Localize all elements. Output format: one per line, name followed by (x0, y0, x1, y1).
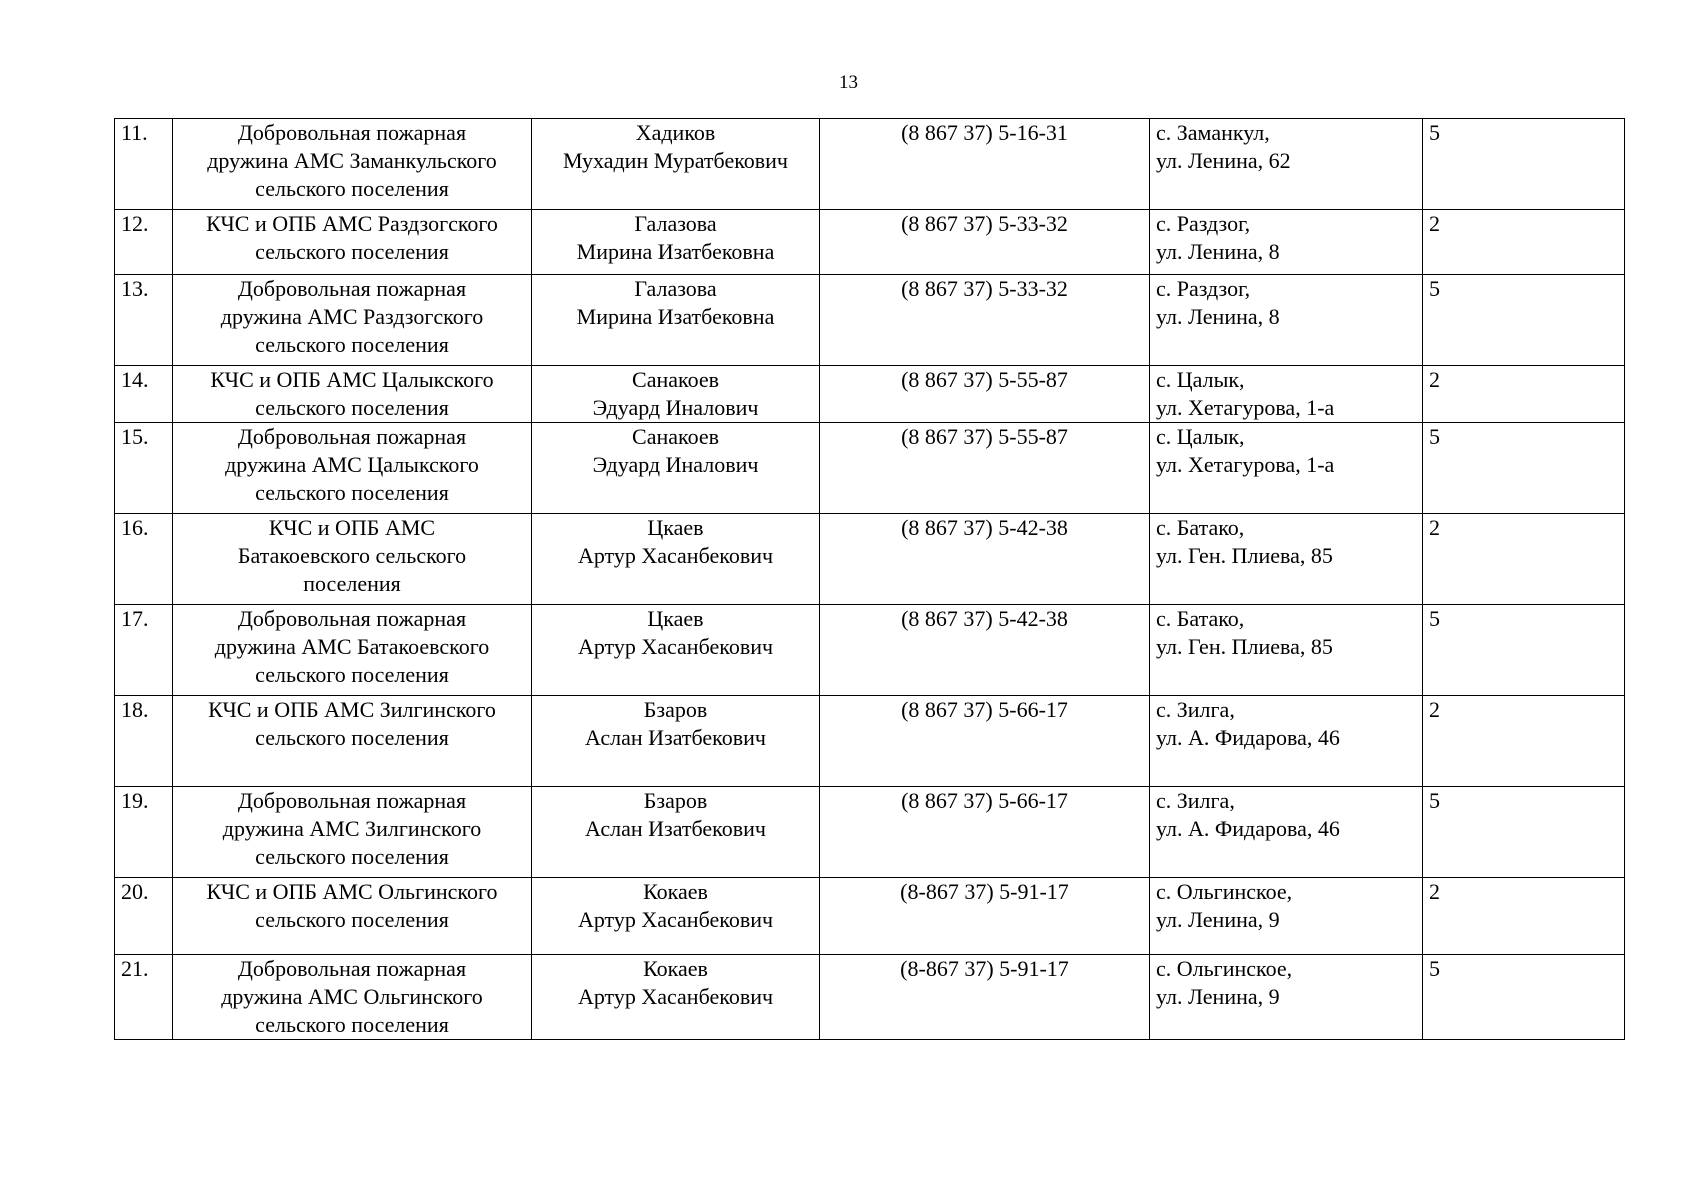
organization-line: Добровольная пожарная (237, 606, 467, 631)
organization-line: сельского поселения (255, 332, 449, 357)
table-row (115, 787, 1625, 878)
organization-cell (173, 119, 532, 210)
table-row (115, 366, 1625, 423)
organization-line: дружина АМС Раздзогского (220, 304, 484, 329)
address-line: ул. Хетагурова, 1-а (1156, 452, 1335, 477)
organization-line: Добровольная пожарная (237, 956, 467, 981)
table-row (115, 955, 1625, 1040)
row-number-cell: 11. (115, 119, 173, 210)
phone-cell: (8 867 37) 5-42-38 (820, 514, 1150, 605)
organization-cell (173, 366, 532, 423)
phone-cell: (8-867 37) 5-91-17 (820, 878, 1150, 955)
staff-count-cell: 2 (1423, 696, 1625, 787)
address-line: ул. А. Фидарова, 46 (1156, 725, 1340, 750)
address-line: с. Ольгинское, (1156, 879, 1293, 904)
row-number-cell: 12. (115, 210, 173, 275)
staff-count-cell: 5 (1423, 787, 1625, 878)
table-row (115, 514, 1625, 605)
head-name-line: Санакоев (632, 367, 719, 392)
staff-count-cell: 5 (1423, 275, 1625, 366)
address-cell (1150, 605, 1423, 696)
address-line: ул. Ленина, 62 (1156, 148, 1291, 173)
organization-line: дружина АМС Цалыкского (225, 452, 479, 477)
head-name-cell (532, 878, 820, 955)
organization-cell (173, 423, 532, 514)
organization-line: дружина АМС Ольгинского (221, 984, 483, 1009)
head-name-cell (532, 696, 820, 787)
organization-line: сельского поселения (255, 662, 449, 687)
phone-cell: (8 867 37) 5-16-31 (820, 119, 1150, 210)
staff-count-cell: 2 (1423, 514, 1625, 605)
head-name-line: Галазова (634, 211, 717, 236)
organization-line: КЧС и ОПБ АМС Цалыкского (210, 367, 494, 392)
staff-count-cell: 5 (1423, 423, 1625, 514)
staff-count-cell: 5 (1423, 955, 1625, 1040)
organization-line: дружина АМС Зилгинского (222, 816, 482, 841)
organization-line: дружина АМС Заманкульского (207, 148, 497, 173)
organization-cell (173, 787, 532, 878)
head-name-cell (532, 787, 820, 878)
organization-line: сельского поселения (255, 176, 449, 201)
head-name-cell (532, 275, 820, 366)
head-name-line: Цкаев (647, 515, 704, 540)
row-number-cell: 15. (115, 423, 173, 514)
staff-count-cell: 2 (1423, 210, 1625, 275)
organization-line: КЧС и ОПБ АМС Зилгинского (208, 697, 496, 722)
organization-cell (173, 878, 532, 955)
organization-line: Добровольная пожарная (237, 276, 467, 301)
organization-cell (173, 955, 532, 1040)
organization-line: сельского поселения (255, 1012, 449, 1037)
head-name-line: Бзаров (643, 788, 708, 813)
phone-cell: (8 867 37) 5-33-32 (820, 275, 1150, 366)
organization-line: сельского поселения (255, 725, 449, 750)
head-name-line: Мухадин Муратбекович (562, 148, 789, 173)
address-cell (1150, 787, 1423, 878)
phone-cell: (8 867 37) 5-55-87 (820, 423, 1150, 514)
organization-line: КЧС и ОПБ АМС Ольгинского (206, 879, 498, 904)
organization-line: поселения (303, 571, 401, 596)
head-name-line: Артур Хасанбекович (577, 634, 774, 659)
address-line: с. Заманкул, (1156, 120, 1270, 145)
address-cell (1150, 366, 1423, 423)
organization-cell (173, 210, 532, 275)
address-line: с. Цалык, (1156, 367, 1245, 392)
table-row (115, 423, 1625, 514)
organization-line: дружина АМС Батакоевского (214, 634, 490, 659)
head-name-line: Хадиков (635, 120, 716, 145)
head-name-cell (532, 514, 820, 605)
row-number-cell: 14. (115, 366, 173, 423)
organization-line: КЧС и ОПБ АМС Раздзогского (206, 211, 498, 236)
table-row (115, 605, 1625, 696)
table-body (115, 119, 1625, 1040)
address-line: с. Цалык, (1156, 424, 1245, 449)
row-number-cell: 18. (115, 696, 173, 787)
head-name-line: Мирина Изатбековна (576, 239, 775, 264)
row-number-cell: 13. (115, 275, 173, 366)
address-line: ул. Ген. Плиева, 85 (1156, 634, 1333, 659)
head-name-line: Цкаев (647, 606, 704, 631)
organization-cell (173, 275, 532, 366)
address-cell (1150, 210, 1423, 275)
address-line: ул. Ленина, 8 (1156, 239, 1280, 264)
organization-line: сельского поселения (255, 844, 449, 869)
address-cell (1150, 275, 1423, 366)
head-name-line: Аслан Изатбекович (585, 816, 766, 841)
head-name-line: Эдуард Иналович (592, 452, 759, 477)
table-row (115, 696, 1625, 787)
address-line: ул. Ленина, 8 (1156, 304, 1280, 329)
organization-cell (173, 605, 532, 696)
address-line: с. Зилга, (1156, 788, 1235, 813)
organization-line: сельского поселения (255, 395, 449, 420)
address-line: ул. Ген. Плиева, 85 (1156, 543, 1333, 568)
organization-line: Добровольная пожарная (237, 788, 467, 813)
address-line: с. Батако, (1156, 606, 1245, 631)
row-number-cell: 20. (115, 878, 173, 955)
organization-line: сельского поселения (255, 239, 449, 264)
fire-units-table (114, 118, 1625, 1040)
head-name-line: Эдуард Иналович (592, 395, 759, 420)
row-number-cell: 21. (115, 955, 173, 1040)
address-line: ул. Хетагурова, 1-а (1156, 395, 1335, 420)
staff-count-cell: 5 (1423, 605, 1625, 696)
organization-line: КЧС и ОПБ АМС (268, 515, 436, 540)
phone-cell: (8-867 37) 5-91-17 (820, 955, 1150, 1040)
organization-cell (173, 696, 532, 787)
address-line: с. Ольгинское, (1156, 956, 1293, 981)
phone-cell: (8 867 37) 5-33-32 (820, 210, 1150, 275)
address-line: с. Раздзог, (1156, 276, 1251, 301)
address-cell (1150, 955, 1423, 1040)
head-name-line: Мирина Изатбековна (576, 304, 775, 329)
phone-cell: (8 867 37) 5-42-38 (820, 605, 1150, 696)
head-name-cell (532, 366, 820, 423)
staff-count-cell: 2 (1423, 366, 1625, 423)
table-row (115, 878, 1625, 955)
row-number-cell: 19. (115, 787, 173, 878)
table-row (115, 210, 1625, 275)
head-name-line: Санакоев (632, 424, 719, 449)
table-row (115, 275, 1625, 366)
address-line: ул. А. Фидарова, 46 (1156, 816, 1340, 841)
address-line: с. Раздзог, (1156, 211, 1251, 236)
head-name-line: Бзаров (643, 697, 708, 722)
phone-cell: (8 867 37) 5-55-87 (820, 366, 1150, 423)
organization-cell (173, 514, 532, 605)
head-name-line: Артур Хасанбекович (577, 543, 774, 568)
head-name-line: Аслан Изатбекович (585, 725, 766, 750)
organization-line: Добровольная пожарная (237, 120, 467, 145)
head-name-line: Галазова (634, 276, 717, 301)
phone-cell: (8 867 37) 5-66-17 (820, 787, 1150, 878)
page-number: 13 (839, 72, 858, 93)
organization-line: Батакоевского сельского (237, 543, 467, 568)
address-line: ул. Ленина, 9 (1156, 907, 1280, 932)
staff-count-cell: 2 (1423, 878, 1625, 955)
head-name-cell (532, 955, 820, 1040)
address-cell (1150, 119, 1423, 210)
row-number-cell: 16. (115, 514, 173, 605)
address-cell (1150, 514, 1423, 605)
phone-cell: (8 867 37) 5-66-17 (820, 696, 1150, 787)
address-line: с. Зилга, (1156, 697, 1235, 722)
address-cell (1150, 878, 1423, 955)
row-number-cell: 17. (115, 605, 173, 696)
head-name-line: Артур Хасанбекович (577, 984, 774, 1009)
address-line: с. Батако, (1156, 515, 1245, 540)
organization-line: сельского поселения (255, 480, 449, 505)
address-cell (1150, 696, 1423, 787)
head-name-cell (532, 423, 820, 514)
head-name-cell (532, 605, 820, 696)
address-line: ул. Ленина, 9 (1156, 984, 1280, 1009)
head-name-line: Артур Хасанбекович (577, 907, 774, 932)
address-cell (1150, 423, 1423, 514)
head-name-line: Кокаев (643, 956, 708, 981)
head-name-cell (532, 119, 820, 210)
staff-count-cell: 5 (1423, 119, 1625, 210)
head-name-line: Кокаев (643, 879, 708, 904)
organization-line: Добровольная пожарная (237, 424, 467, 449)
head-name-cell (532, 210, 820, 275)
organization-line: сельского поселения (255, 907, 449, 932)
table-row (115, 119, 1625, 210)
